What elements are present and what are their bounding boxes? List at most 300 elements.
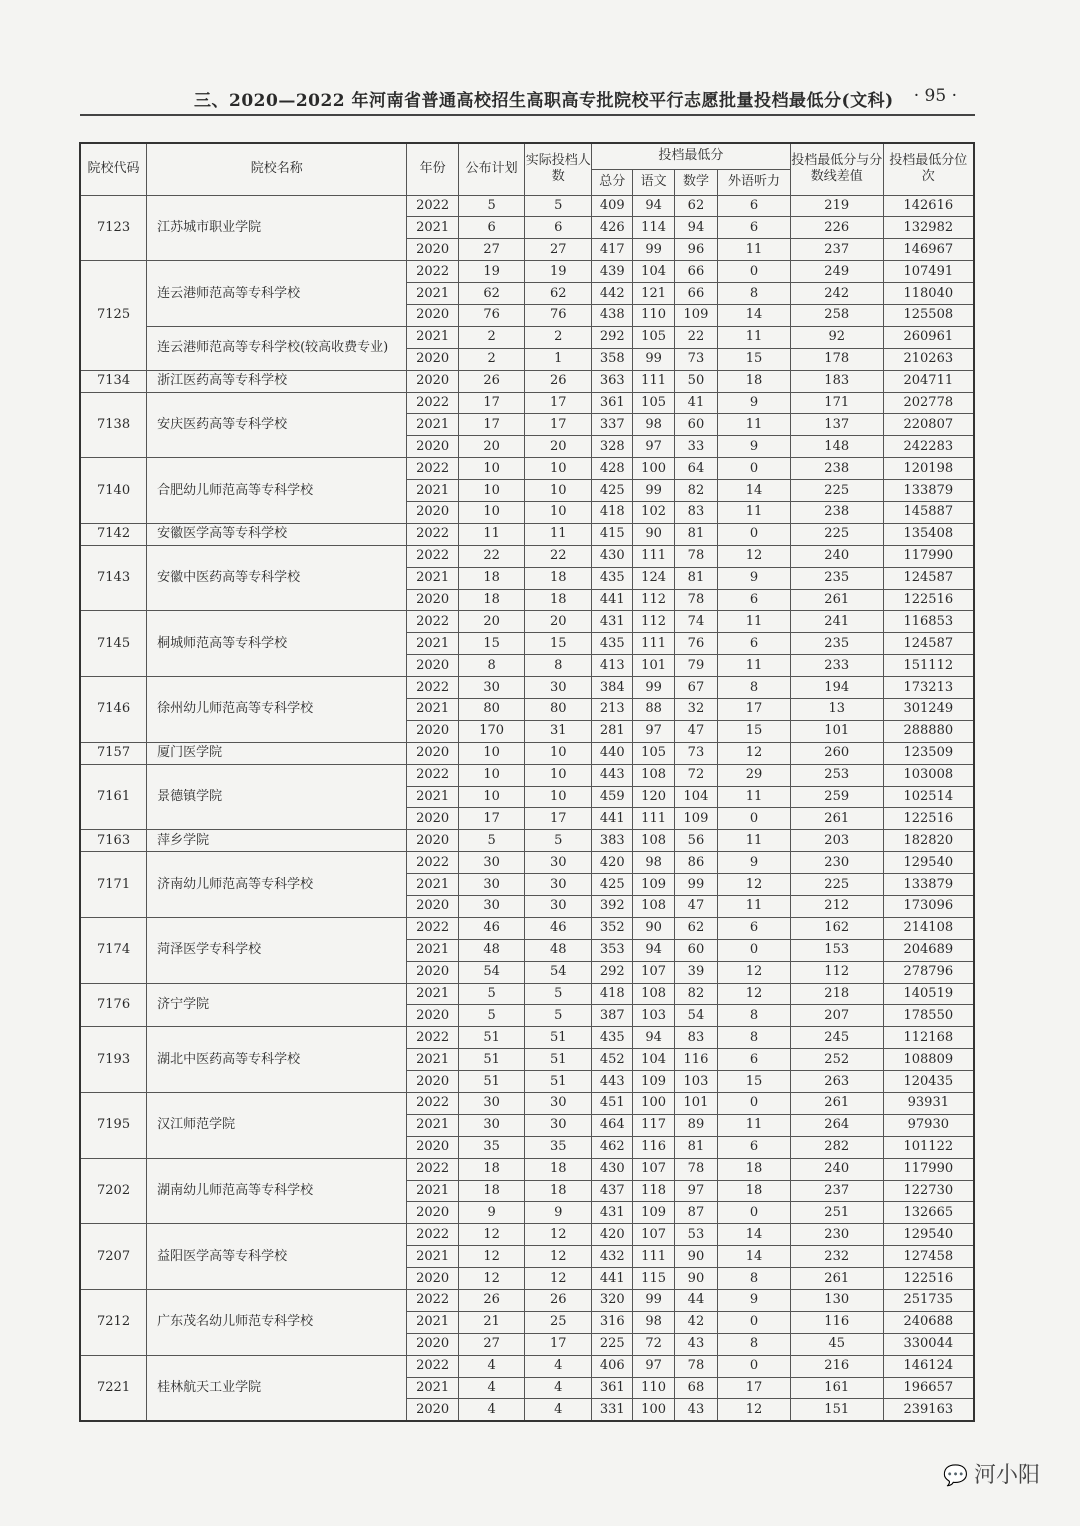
cell-actual: 10	[525, 764, 592, 786]
cell-actual: 10	[525, 786, 592, 808]
cell-math: 67	[674, 677, 717, 699]
cell-plan: 17	[458, 414, 525, 436]
cell-year: 2022	[407, 852, 458, 874]
cell-plan: 170	[458, 720, 525, 742]
cell-math: 81	[674, 567, 717, 589]
cell-rank: 146124	[883, 1355, 974, 1377]
cell-diff: 218	[790, 983, 883, 1005]
cell-diff: 240	[790, 1158, 883, 1180]
cell-plan: 8	[458, 655, 525, 677]
cell-plan: 6	[458, 217, 525, 239]
cell-diff: 45	[790, 1333, 883, 1355]
school-name: 连云港师范高等专科学校	[147, 261, 407, 327]
watermark-text: 河小阳	[973, 1463, 1040, 1488]
cell-diff: 230	[790, 1224, 883, 1246]
cell-math: 50	[674, 370, 717, 392]
cell-diff: 235	[790, 633, 883, 655]
page-title: 三、2020—2022 年河南省普通高校招生高职高专批院校平行志愿批量投档最低分(文科)	[194, 91, 894, 111]
header-actual: 实际投档人数	[525, 143, 592, 195]
cell-chinese: 98	[633, 1311, 674, 1333]
cell-math: 96	[674, 239, 717, 261]
cell-plan: 22	[458, 545, 525, 567]
cell-year: 2020	[407, 239, 458, 261]
table-row	[80, 677, 974, 699]
cell-actual: 10	[525, 501, 592, 523]
school-code: 7195	[80, 1093, 147, 1159]
cell-plan: 19	[458, 261, 525, 283]
cell-year: 2020	[407, 742, 458, 764]
cell-rank: 260961	[883, 326, 974, 348]
cell-year: 2021	[407, 1180, 458, 1202]
cell-actual: 35	[525, 1136, 592, 1158]
cell-plan: 10	[458, 742, 525, 764]
cell-chinese: 111	[633, 633, 674, 655]
cell-math: 56	[674, 830, 717, 852]
cell-rank: 127458	[883, 1246, 974, 1268]
cell-foreign: 12	[718, 874, 791, 896]
cell-diff: 261	[790, 589, 883, 611]
table-row	[80, 611, 974, 633]
cell-rank: 108809	[883, 1049, 974, 1071]
cell-plan: 20	[458, 611, 525, 633]
cell-total: 443	[592, 764, 633, 786]
cell-rank: 103008	[883, 764, 974, 786]
cell-plan: 18	[458, 1158, 525, 1180]
cell-rank: 120435	[883, 1071, 974, 1093]
cell-math: 81	[674, 523, 717, 545]
table-row	[80, 1158, 974, 1180]
cell-math: 109	[674, 304, 717, 326]
cell-foreign: 6	[718, 633, 791, 655]
cell-plan: 30	[458, 852, 525, 874]
cell-foreign: 11	[718, 501, 791, 523]
cell-chinese: 97	[633, 1355, 674, 1377]
cell-math: 54	[674, 1005, 717, 1027]
cell-diff: 258	[790, 304, 883, 326]
school-code: 7138	[80, 392, 147, 458]
cell-foreign: 11	[718, 414, 791, 436]
cell-year: 2022	[407, 1355, 458, 1377]
cell-diff: 151	[790, 1399, 883, 1421]
cell-chinese: 97	[633, 720, 674, 742]
cell-foreign: 29	[718, 764, 791, 786]
cell-rank: 122516	[883, 589, 974, 611]
cell-actual: 30	[525, 852, 592, 874]
cell-math: 44	[674, 1290, 717, 1312]
cell-foreign: 6	[718, 217, 791, 239]
cell-year: 2021	[407, 1377, 458, 1399]
school-code: 7140	[80, 458, 147, 524]
header-rank: 投档最低分位次	[883, 143, 974, 195]
cell-foreign: 11	[718, 239, 791, 261]
cell-diff: 253	[790, 764, 883, 786]
cell-math: 39	[674, 961, 717, 983]
cell-chinese: 99	[633, 348, 674, 370]
cell-year: 2022	[407, 392, 458, 414]
cell-math: 83	[674, 501, 717, 523]
cell-rank: 122730	[883, 1180, 974, 1202]
cell-foreign: 11	[718, 830, 791, 852]
cell-total: 441	[592, 808, 633, 830]
cell-total: 452	[592, 1049, 633, 1071]
cell-plan: 18	[458, 1180, 525, 1202]
cell-plan: 2	[458, 326, 525, 348]
cell-chinese: 107	[633, 1224, 674, 1246]
cell-year: 2021	[407, 874, 458, 896]
cell-math: 109	[674, 808, 717, 830]
cell-foreign: 0	[718, 1355, 791, 1377]
cell-rank: 173096	[883, 896, 974, 918]
cell-total: 383	[592, 830, 633, 852]
cell-chinese: 104	[633, 1049, 674, 1071]
cell-diff: 240	[790, 545, 883, 567]
cell-actual: 5	[525, 195, 592, 217]
cell-plan: 27	[458, 239, 525, 261]
cell-chinese: 102	[633, 501, 674, 523]
cell-total: 441	[592, 1268, 633, 1290]
cell-rank: 117990	[883, 545, 974, 567]
cell-plan: 10	[458, 458, 525, 480]
cell-year: 2022	[407, 1027, 458, 1049]
cell-chinese: 111	[633, 1246, 674, 1268]
cell-total: 358	[592, 348, 633, 370]
cell-actual: 17	[525, 392, 592, 414]
school-code: 7161	[80, 764, 147, 830]
cell-year: 2022	[407, 611, 458, 633]
cell-plan: 15	[458, 633, 525, 655]
cell-math: 47	[674, 896, 717, 918]
header-diff: 投档最低分与分数线差值	[790, 143, 883, 195]
cell-year: 2022	[407, 195, 458, 217]
table-body	[80, 195, 974, 1421]
cell-chinese: 100	[633, 458, 674, 480]
cell-chinese: 98	[633, 852, 674, 874]
cell-diff: 251	[790, 1202, 883, 1224]
cell-foreign: 14	[718, 1246, 791, 1268]
cell-chinese: 108	[633, 983, 674, 1005]
cell-math: 68	[674, 1377, 717, 1399]
cell-math: 90	[674, 1268, 717, 1290]
cell-chinese: 109	[633, 874, 674, 896]
cell-year: 2022	[407, 1093, 458, 1115]
cell-rank: 142616	[883, 195, 974, 217]
cell-rank: 202778	[883, 392, 974, 414]
cell-total: 420	[592, 852, 633, 874]
cell-foreign: 9	[718, 852, 791, 874]
cell-year: 2022	[407, 677, 458, 699]
cell-foreign: 0	[718, 261, 791, 283]
score-table-wrapper	[79, 142, 975, 1422]
cell-year: 2020	[407, 501, 458, 523]
table-row	[80, 370, 974, 392]
cell-total: 417	[592, 239, 633, 261]
cell-foreign: 0	[718, 1093, 791, 1115]
cell-chinese: 105	[633, 742, 674, 764]
cell-foreign: 18	[718, 1158, 791, 1180]
cell-total: 363	[592, 370, 633, 392]
cell-actual: 22	[525, 545, 592, 567]
cell-total: 438	[592, 304, 633, 326]
cell-actual: 17	[525, 1333, 592, 1355]
cell-math: 22	[674, 326, 717, 348]
cell-math: 66	[674, 283, 717, 305]
cell-rank: 93931	[883, 1093, 974, 1115]
cell-actual: 51	[525, 1071, 592, 1093]
cell-actual: 9	[525, 1202, 592, 1224]
cell-actual: 54	[525, 961, 592, 983]
cell-actual: 10	[525, 742, 592, 764]
cell-actual: 17	[525, 414, 592, 436]
cell-total: 443	[592, 1071, 633, 1093]
cell-total: 439	[592, 261, 633, 283]
cell-rank: 178550	[883, 1005, 974, 1027]
cell-rank: 101122	[883, 1136, 974, 1158]
school-code: 7163	[80, 830, 147, 852]
cell-rank: 118040	[883, 283, 974, 305]
cell-year: 2022	[407, 1224, 458, 1246]
cell-year: 2022	[407, 545, 458, 567]
cell-chinese: 117	[633, 1114, 674, 1136]
score-table	[79, 142, 975, 1422]
cell-year: 2022	[407, 1158, 458, 1180]
school-code: 7123	[80, 195, 147, 261]
cell-rank: 123509	[883, 742, 974, 764]
school-name: 安徽医学高等专科学校	[147, 523, 407, 545]
cell-diff: 238	[790, 501, 883, 523]
cell-rank: 116853	[883, 611, 974, 633]
cell-plan: 18	[458, 589, 525, 611]
cell-total: 420	[592, 1224, 633, 1246]
school-code: 7176	[80, 983, 147, 1027]
cell-foreign: 11	[718, 1114, 791, 1136]
cell-year: 2021	[407, 698, 458, 720]
cell-diff: 130	[790, 1290, 883, 1312]
cell-actual: 5	[525, 983, 592, 1005]
cell-chinese: 118	[633, 1180, 674, 1202]
cell-chinese: 121	[633, 283, 674, 305]
cell-foreign: 11	[718, 611, 791, 633]
cell-plan: 80	[458, 698, 525, 720]
cell-year: 2021	[407, 1311, 458, 1333]
cell-year: 2021	[407, 983, 458, 1005]
cell-actual: 4	[525, 1355, 592, 1377]
cell-foreign: 15	[718, 720, 791, 742]
cell-chinese: 100	[633, 1399, 674, 1421]
cell-math: 82	[674, 983, 717, 1005]
cell-math: 90	[674, 1246, 717, 1268]
cell-diff: 261	[790, 1268, 883, 1290]
cell-math: 74	[674, 611, 717, 633]
school-code: 7146	[80, 677, 147, 743]
cell-actual: 30	[525, 896, 592, 918]
cell-plan: 2	[458, 348, 525, 370]
cell-plan: 27	[458, 1333, 525, 1355]
cell-foreign: 8	[718, 1268, 791, 1290]
school-name: 浙江医药高等专科学校	[147, 370, 407, 392]
cell-year: 2020	[407, 348, 458, 370]
cell-total: 435	[592, 633, 633, 655]
school-code: 7221	[80, 1355, 147, 1421]
cell-year: 2020	[407, 304, 458, 326]
cell-total: 425	[592, 480, 633, 502]
cell-total: 428	[592, 458, 633, 480]
cell-math: 76	[674, 633, 717, 655]
cell-plan: 51	[458, 1071, 525, 1093]
cell-rank: 122516	[883, 808, 974, 830]
cell-chinese: 94	[633, 1027, 674, 1049]
table-row	[80, 983, 974, 1005]
header-year: 年份	[407, 143, 458, 195]
header-code: 院校代码	[80, 143, 147, 195]
cell-math: 87	[674, 1202, 717, 1224]
cell-year: 2021	[407, 326, 458, 348]
cell-actual: 5	[525, 830, 592, 852]
cell-chinese: 111	[633, 370, 674, 392]
school-name: 益阳医学高等专科学校	[147, 1224, 407, 1290]
header-name: 院校名称	[147, 143, 407, 195]
school-name: 济宁学院	[147, 983, 407, 1027]
cell-chinese: 110	[633, 304, 674, 326]
cell-chinese: 112	[633, 611, 674, 633]
cell-foreign: 18	[718, 1180, 791, 1202]
cell-year: 2020	[407, 1333, 458, 1355]
cell-foreign: 15	[718, 1071, 791, 1093]
cell-diff: 116	[790, 1311, 883, 1333]
table-row	[80, 392, 974, 414]
cell-foreign: 14	[718, 1224, 791, 1246]
cell-year: 2020	[407, 1399, 458, 1421]
cell-rank: 173213	[883, 677, 974, 699]
cell-year: 2022	[407, 523, 458, 545]
cell-year: 2020	[407, 720, 458, 742]
cell-rank: 140519	[883, 983, 974, 1005]
page-header	[80, 84, 975, 116]
cell-rank: 132665	[883, 1202, 974, 1224]
cell-year: 2021	[407, 414, 458, 436]
cell-rank: 125508	[883, 304, 974, 326]
school-name: 湖北中医药高等专科学校	[147, 1027, 407, 1093]
cell-actual: 18	[525, 1180, 592, 1202]
cell-actual: 18	[525, 567, 592, 589]
cell-actual: 30	[525, 1093, 592, 1115]
cell-total: 430	[592, 1158, 633, 1180]
cell-total: 281	[592, 720, 633, 742]
cell-diff: 225	[790, 480, 883, 502]
cell-diff: 183	[790, 370, 883, 392]
cell-plan: 4	[458, 1355, 525, 1377]
cell-year: 2022	[407, 458, 458, 480]
cell-math: 53	[674, 1224, 717, 1246]
cell-diff: 216	[790, 1355, 883, 1377]
cell-plan: 17	[458, 392, 525, 414]
cell-plan: 48	[458, 939, 525, 961]
cell-foreign: 8	[718, 1333, 791, 1355]
cell-total: 384	[592, 677, 633, 699]
cell-foreign: 9	[718, 1290, 791, 1312]
cell-total: 435	[592, 1027, 633, 1049]
header-foreign: 外语听力	[718, 169, 791, 195]
cell-foreign: 14	[718, 480, 791, 502]
cell-diff: 225	[790, 523, 883, 545]
cell-rank: 240688	[883, 1311, 974, 1333]
cell-plan: 10	[458, 764, 525, 786]
cell-chinese: 90	[633, 917, 674, 939]
cell-foreign: 6	[718, 1136, 791, 1158]
cell-rank: 242283	[883, 436, 974, 458]
school-code: 7134	[80, 370, 147, 392]
cell-total: 387	[592, 1005, 633, 1027]
watermark-logo	[943, 1458, 1040, 1489]
cell-actual: 46	[525, 917, 592, 939]
cell-plan: 12	[458, 1246, 525, 1268]
cell-math: 72	[674, 764, 717, 786]
cell-year: 2021	[407, 633, 458, 655]
cell-year: 2021	[407, 786, 458, 808]
cell-diff: 237	[790, 239, 883, 261]
school-code: 7157	[80, 742, 147, 764]
cell-foreign: 0	[718, 458, 791, 480]
cell-rank: 146967	[883, 239, 974, 261]
cell-math: 66	[674, 261, 717, 283]
cell-plan: 21	[458, 1311, 525, 1333]
cell-plan: 12	[458, 1268, 525, 1290]
cell-rank: 330044	[883, 1333, 974, 1355]
cell-total: 320	[592, 1290, 633, 1312]
cell-year: 2021	[407, 1114, 458, 1136]
cell-foreign: 8	[718, 677, 791, 699]
cell-plan: 30	[458, 1093, 525, 1115]
cell-chinese: 90	[633, 523, 674, 545]
header-total: 总分	[592, 169, 633, 195]
cell-plan: 46	[458, 917, 525, 939]
cell-year: 2020	[407, 1005, 458, 1027]
cell-rank: 251735	[883, 1290, 974, 1312]
school-code: 7193	[80, 1027, 147, 1093]
cell-year: 2022	[407, 261, 458, 283]
school-name: 桂林航天工业学院	[147, 1355, 407, 1421]
cell-diff: 225	[790, 874, 883, 896]
cell-chinese: 88	[633, 698, 674, 720]
table-row	[80, 195, 974, 217]
cell-rank: 214108	[883, 917, 974, 939]
cell-total: 432	[592, 1246, 633, 1268]
cell-diff: 263	[790, 1071, 883, 1093]
cell-chinese: 104	[633, 261, 674, 283]
cell-rank: 151112	[883, 655, 974, 677]
cell-actual: 27	[525, 239, 592, 261]
cell-foreign: 0	[718, 939, 791, 961]
school-name: 安庆医药高等专科学校	[147, 392, 407, 458]
school-code: 7142	[80, 523, 147, 545]
cell-rank: 122516	[883, 1268, 974, 1290]
cell-plan: 5	[458, 1005, 525, 1027]
table-row	[80, 458, 974, 480]
school-code: 7143	[80, 545, 147, 611]
cell-actual: 15	[525, 633, 592, 655]
cell-actual: 48	[525, 939, 592, 961]
table-row	[80, 523, 974, 545]
cell-rank: 124587	[883, 633, 974, 655]
cell-math: 89	[674, 1114, 717, 1136]
cell-total: 437	[592, 1180, 633, 1202]
header-plan: 公布计划	[458, 143, 525, 195]
cell-diff: 238	[790, 458, 883, 480]
cell-foreign: 6	[718, 917, 791, 939]
cell-total: 409	[592, 195, 633, 217]
school-name: 桐城师范高等专科学校	[147, 611, 407, 677]
cell-year: 2021	[407, 939, 458, 961]
cell-diff: 148	[790, 436, 883, 458]
